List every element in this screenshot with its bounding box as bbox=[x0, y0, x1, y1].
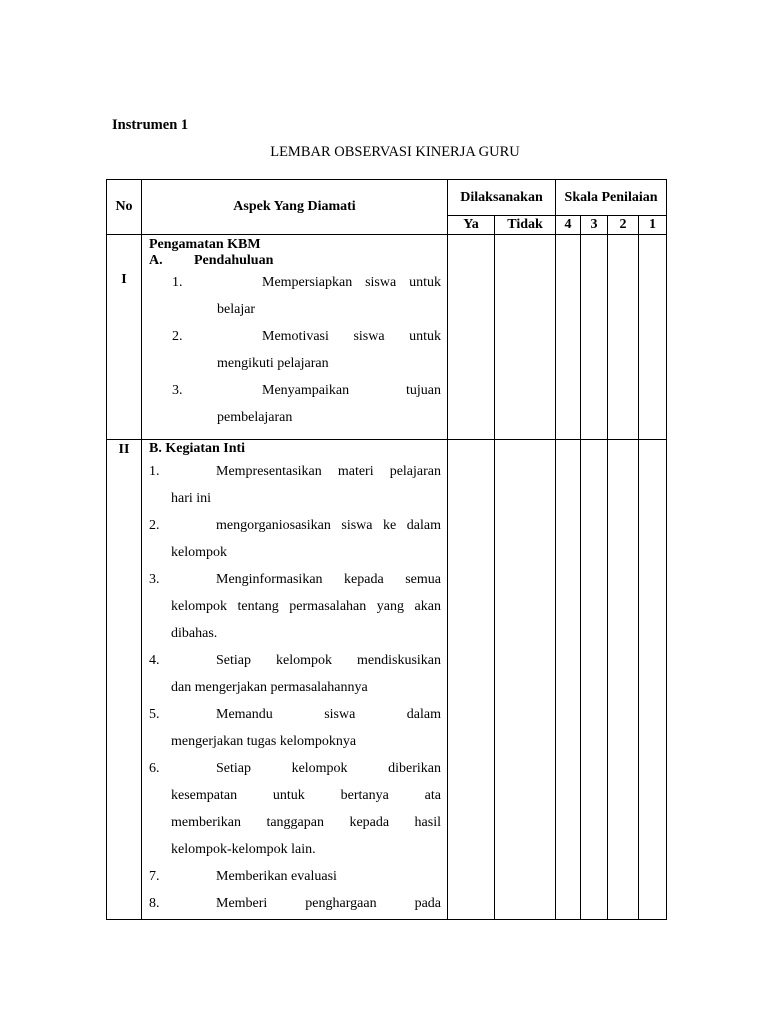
table-row bbox=[107, 235, 667, 440]
item-text: Menyampaikan tujuan bbox=[262, 383, 441, 398]
list-item bbox=[149, 377, 441, 431]
scale-2-cell[interactable] bbox=[608, 440, 639, 920]
scale-2-cell[interactable] bbox=[608, 235, 639, 440]
item-text-cont: kelompok bbox=[171, 545, 227, 560]
header-scale-1: 1 bbox=[639, 216, 667, 235]
item-number: 7. bbox=[149, 869, 160, 884]
item-text: Memberikan evaluasi bbox=[216, 869, 337, 884]
scale-4-cell[interactable] bbox=[556, 235, 581, 440]
subsection-heading bbox=[149, 253, 441, 269]
list-item bbox=[149, 566, 441, 647]
header-dilaksanakan: Dilaksanakan bbox=[448, 180, 556, 216]
scale-4-cell[interactable] bbox=[556, 440, 581, 920]
header-no: No bbox=[107, 180, 142, 235]
scale-1-cell[interactable] bbox=[639, 440, 667, 920]
item-number: 3. bbox=[172, 383, 183, 398]
section-number: I bbox=[107, 235, 142, 440]
header-skala-penilaian: Skala Penilaian bbox=[556, 180, 667, 216]
item-text: Mempresentasikan materi pelajaran bbox=[216, 464, 441, 479]
list-item bbox=[149, 755, 441, 863]
item-number: 8. bbox=[149, 896, 160, 911]
aspect-cell bbox=[142, 235, 448, 440]
list-item bbox=[149, 701, 441, 755]
list-item bbox=[149, 512, 441, 566]
subsection-letter: A. bbox=[149, 253, 163, 268]
item-number: 2. bbox=[172, 329, 183, 344]
item-text-cont: pembelajaran bbox=[217, 410, 293, 425]
section-heading: Pengamatan KBM bbox=[149, 237, 261, 252]
document-label: Instrumen 1 bbox=[112, 117, 189, 133]
header-scale-2: 2 bbox=[608, 216, 639, 235]
item-number: 5. bbox=[149, 707, 160, 722]
item-number: 3. bbox=[149, 572, 160, 587]
item-text: Memotivasi siswa untuk bbox=[262, 329, 441, 344]
section-heading: B. Kegiatan Inti bbox=[149, 441, 246, 456]
item-number: 1. bbox=[149, 464, 160, 479]
item-text-cont: kelompok tentang permasalahan yang akan bbox=[171, 599, 441, 614]
header-aspek: Aspek Yang Diamati bbox=[142, 180, 448, 235]
item-text-cont: mengerjakan tugas kelompoknya bbox=[171, 734, 357, 749]
item-text-cont: kelompok-kelompok lain. bbox=[171, 842, 316, 857]
item-text: Setiap kelompok diberikan bbox=[216, 761, 441, 776]
item-text-cont: kesempatan untuk bertanya ata bbox=[171, 788, 441, 803]
header-scale-3: 3 bbox=[581, 216, 608, 235]
ya-cell[interactable] bbox=[448, 235, 495, 440]
item-text: Memberi penghargaan pada bbox=[216, 896, 441, 911]
item-text: Menginformasikan kepada semua bbox=[216, 572, 441, 587]
scale-3-cell[interactable] bbox=[581, 440, 608, 920]
item-text: Setiap kelompok mendiskusikan bbox=[216, 653, 441, 668]
item-number: 1. bbox=[172, 275, 183, 290]
item-number: 4. bbox=[149, 653, 160, 668]
header-scale-4: 4 bbox=[556, 216, 581, 235]
list-item bbox=[149, 890, 441, 917]
aspect-cell bbox=[142, 440, 448, 920]
section-number: II bbox=[107, 440, 142, 920]
header-ya: Ya bbox=[448, 216, 495, 235]
list-item bbox=[149, 269, 441, 323]
item-text-cont: memberikan tanggapan kepada hasil bbox=[171, 815, 441, 830]
item-text: Memandu siswa dalam bbox=[216, 707, 441, 722]
document-title: LEMBAR OBSERVASI KINERJA GURU bbox=[270, 144, 520, 160]
item-text-cont: dan mengerjakan permasalahannya bbox=[171, 680, 368, 695]
item-text: mengorganiosasikan siswa ke dalam bbox=[216, 518, 441, 533]
item-number: 6. bbox=[149, 761, 160, 776]
item-list bbox=[149, 269, 441, 431]
item-text: Mempersiapkan siswa untuk bbox=[262, 275, 441, 290]
table-row bbox=[107, 440, 667, 920]
list-item bbox=[149, 458, 441, 512]
list-item bbox=[149, 647, 441, 701]
header-tidak: Tidak bbox=[495, 216, 556, 235]
tidak-cell[interactable] bbox=[495, 440, 556, 920]
subsection-title: Pendahuluan bbox=[194, 253, 274, 268]
item-text-cont: mengikuti pelajaran bbox=[217, 356, 329, 371]
item-text-cont: dibahas. bbox=[171, 626, 218, 641]
list-item bbox=[149, 863, 441, 890]
item-list bbox=[149, 458, 441, 917]
list-item bbox=[149, 323, 441, 377]
tidak-cell[interactable] bbox=[495, 235, 556, 440]
observation-table bbox=[106, 179, 667, 920]
item-number: 2. bbox=[149, 518, 160, 533]
scale-1-cell[interactable] bbox=[639, 235, 667, 440]
scale-3-cell[interactable] bbox=[581, 235, 608, 440]
item-text-cont: hari ini bbox=[171, 491, 212, 506]
item-text-cont: belajar bbox=[217, 302, 256, 317]
ya-cell[interactable] bbox=[448, 440, 495, 920]
